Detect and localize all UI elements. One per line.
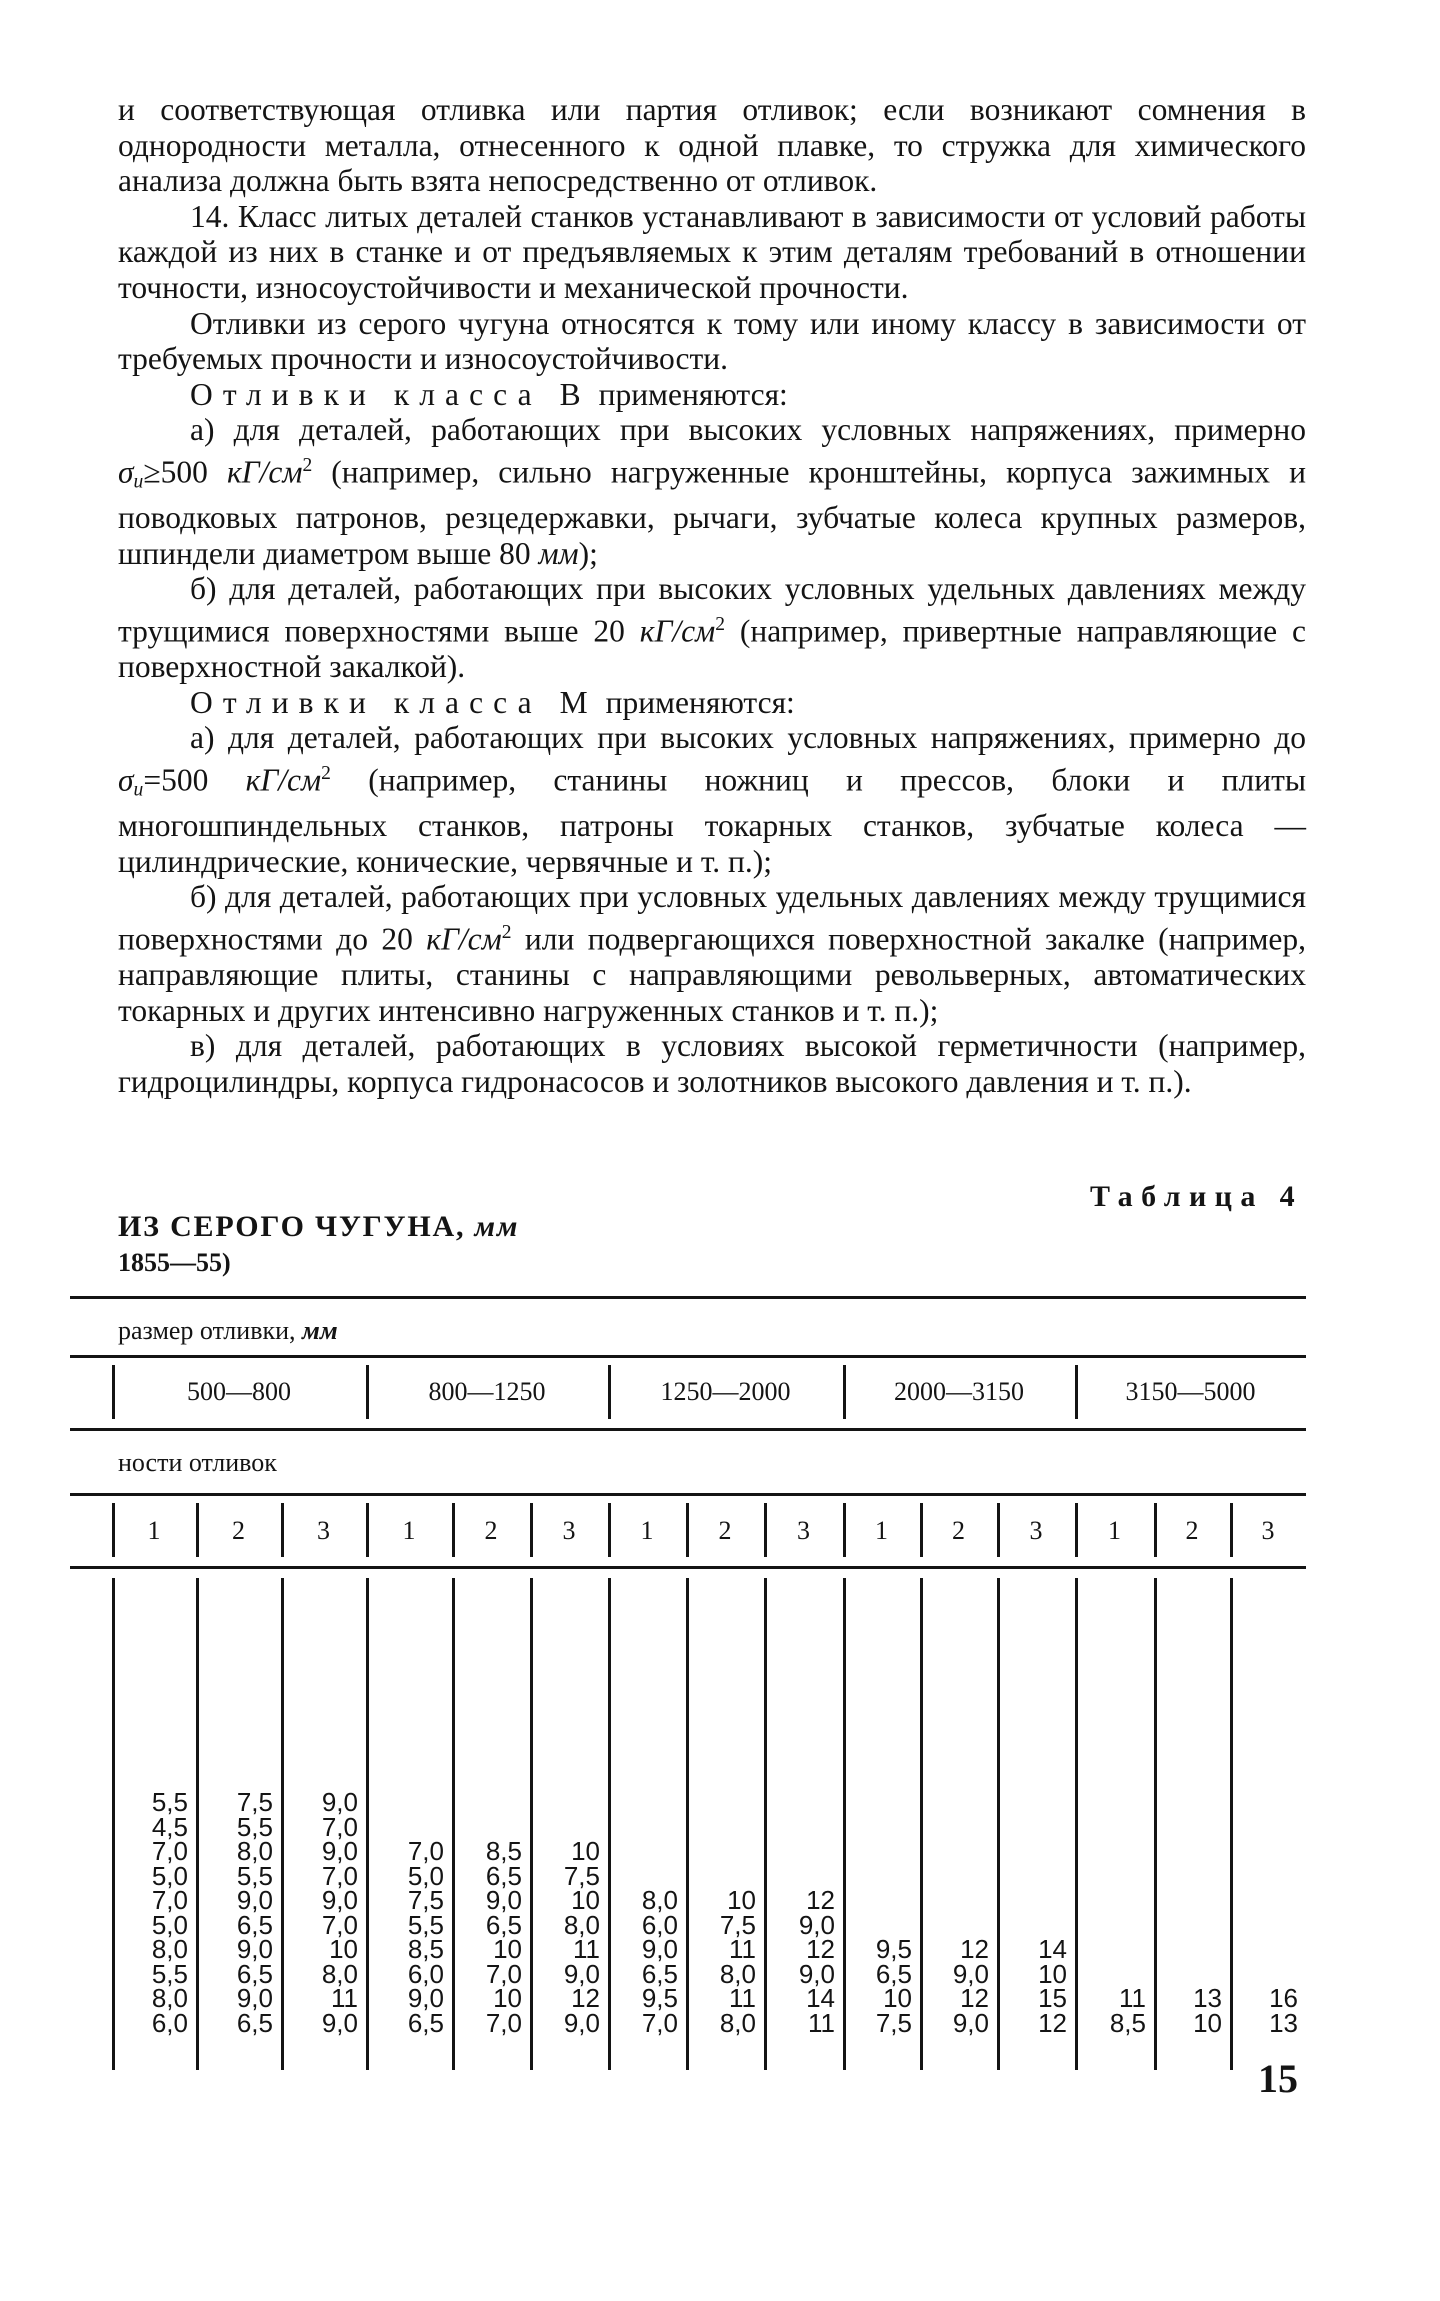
- column-divider: [1154, 1578, 1157, 2070]
- table-cell-value: 7,0: [321, 1811, 358, 1842]
- class-m-item-b: [118, 879, 1306, 1028]
- table-cell-value: 6,5: [875, 1958, 912, 1989]
- table-cell-value: 9,0: [798, 1958, 835, 1989]
- table-cell-value: 9,0: [321, 1836, 358, 1866]
- table-cell-value: 9,0: [407, 1983, 444, 2013]
- value-column: [1083, 1983, 1146, 2038]
- table-cell-value: 7,0: [485, 1958, 522, 1989]
- table-cell-value: 5,5: [236, 1860, 273, 1891]
- table-cell-value: 9,0: [563, 2007, 600, 2038]
- sigma-subscript: и: [133, 471, 144, 493]
- table-cell-value: 8,5: [485, 1836, 522, 1866]
- table-cell-value: 11: [331, 1983, 358, 2013]
- table-cell-value: 7,0: [641, 2007, 678, 2038]
- class-number-cell: 1: [147, 1516, 161, 1545]
- class-m-item-c: в) для деталей, работающих в условиях высокой герметичности (например, гидроцилиндры, корпуса гидронасосов и золотников высокого давления и т. п.).: [118, 1028, 1306, 1099]
- table-cell-value: 5,0: [407, 1860, 444, 1891]
- table-cell-value: 11: [729, 1934, 756, 1964]
- table-cell-value: 4,5: [151, 1811, 188, 1842]
- column-divider: [764, 1578, 767, 2070]
- class-b-item-b: [118, 571, 1306, 684]
- table-cell-value: 12: [806, 1885, 835, 1915]
- table-cell-value: 15: [1038, 1983, 1067, 2013]
- class-b-heading: [118, 377, 1306, 413]
- column-divider: [366, 1578, 369, 2070]
- text-run: б) для деталей, работающих при высоких условных удельных давлениях между трущимися поверхностями выше 20: [118, 571, 1306, 649]
- text-run: а) для деталей, работающих при высоких условных напряжениях, примерно: [190, 412, 1306, 448]
- column-divider: [1075, 1578, 1078, 2070]
- text-run: а) для деталей, работающих при высоких условных напряжениях, примерно до: [190, 720, 1306, 756]
- table-cell-value: 10: [1038, 1958, 1067, 1989]
- value-column: [694, 1885, 756, 2038]
- table-cell-value: 11: [573, 1934, 600, 1964]
- unit: кГ/см: [639, 613, 716, 649]
- class-number-cell: 3: [317, 1516, 330, 1545]
- text-run: ≥500: [143, 454, 227, 490]
- table-rule: [70, 1428, 1306, 1431]
- value-column: [1162, 1983, 1222, 2038]
- table-rule: [70, 1296, 1306, 1299]
- table-cell-value: 11: [1119, 1983, 1146, 2013]
- class-b-item-a: [118, 412, 1306, 571]
- sigma-symbol: σ: [118, 762, 134, 798]
- class-number-cell: 2: [718, 1516, 732, 1545]
- unit: кГ/см: [226, 454, 303, 490]
- table-cell-value: 7,0: [321, 1860, 358, 1891]
- table-cell-value: 9,5: [875, 1934, 912, 1964]
- column-divider: [997, 1578, 1000, 2070]
- table-cell-value: 9,5: [641, 1983, 678, 2013]
- table-cell-value: 6,5: [407, 2007, 444, 2038]
- table-cell-value: 6,0: [407, 1958, 444, 1989]
- class-number-cell: 1: [1108, 1516, 1121, 1545]
- table-cell-value: 7,5: [236, 1787, 273, 1817]
- table-cell-value: 6,5: [641, 1958, 678, 1989]
- table-cell-value: 9,0: [236, 1885, 273, 1915]
- column-divider: [281, 1578, 284, 2070]
- superscript: 2: [501, 921, 512, 943]
- table-cell-value: 7,0: [321, 1909, 358, 1940]
- table-cell-value: 5,5: [407, 1909, 444, 1940]
- table-cell-value: 10: [493, 1983, 522, 2013]
- body-text: [118, 92, 1306, 1100]
- table-cell-value: 9,0: [798, 1909, 835, 1940]
- table-cell-value: 5,0: [151, 1909, 188, 1940]
- text-run: );: [578, 535, 598, 571]
- table-cell-value: 6,5: [236, 1958, 273, 1989]
- column-divider: [920, 1578, 923, 2070]
- class-number-cell: 1: [875, 1516, 888, 1545]
- superscript: 2: [715, 613, 725, 635]
- table-cell-value: 9,0: [485, 1885, 522, 1915]
- table-cell-value: 10: [1193, 2007, 1222, 2038]
- table-cell-value: 5,5: [236, 1811, 273, 1842]
- text-run: или подвергающихся поверхностной закалке (например, направляющие плиты, станины с направляющими револьверных, автоматических токарных и других интенсивно нагруженных станков и т. п.);: [118, 921, 1307, 1028]
- table-cell-value: 10: [493, 1934, 522, 1964]
- column-divider: [1230, 1578, 1233, 2070]
- class-m-rest: применяются:: [597, 684, 795, 720]
- table-cell-value: 8,0: [719, 1958, 756, 1989]
- table-cell-value: 9,0: [236, 1934, 273, 1964]
- table-cell-value: 8,0: [641, 1885, 678, 1915]
- table-cell-value: 6,5: [485, 1909, 522, 1940]
- unit: кГ/см: [426, 921, 502, 957]
- table-cell-value: 12: [960, 1983, 989, 2013]
- table-cell-value: 8,0: [719, 2007, 756, 2038]
- table-cell-value: 5,0: [151, 1860, 188, 1891]
- value-column: [1238, 1983, 1298, 2038]
- table-cell-value: 13: [1269, 2007, 1298, 2038]
- table-cell-value: 7,0: [407, 1836, 444, 1866]
- size-range-cell: 3150—5000: [1125, 1377, 1256, 1406]
- class-label: ности отливок: [118, 1448, 277, 1477]
- value-column: [851, 1934, 912, 2038]
- class-number-cell: 2: [484, 1516, 498, 1545]
- table-cell-value: 10: [329, 1934, 358, 1964]
- table-cell-value: 6,0: [641, 1909, 678, 1940]
- value-column: [374, 1836, 444, 2038]
- sigma-symbol: σ: [118, 454, 134, 490]
- size-range-cell: 1250—2000: [660, 1377, 791, 1406]
- value-column: [616, 1885, 678, 2038]
- table-cell-value: 7,0: [151, 1836, 188, 1866]
- text-run: (например, станины ножниц и прессов, блоки и плиты многошпиндельных станков, патроны токарных станков, зубчатые колеса — цилиндрические, конические, червячные и т. п.);: [118, 762, 1307, 879]
- table-cell-value: 14: [806, 1983, 835, 2013]
- unit: кГ/см: [245, 762, 322, 798]
- table-cell-value: 7,0: [485, 2007, 522, 2038]
- text-run: (например, сильно нагруженные кронштейны, корпуса зажимных и поводковых патронов, резцедержавки, рычаги, зубчатые колеса крупных размеров, шпиндели диаметром выше 80: [118, 454, 1306, 571]
- table-cell-value: 8,0: [236, 1836, 273, 1866]
- table-cell-value: 6,5: [485, 1860, 522, 1891]
- table-cell-value: 6,0: [151, 2007, 188, 2038]
- table-cell-value: 10: [727, 1885, 756, 1915]
- table-cell-value: 9,0: [952, 2007, 989, 2038]
- table-rule: [70, 1566, 1306, 1569]
- page-number: 15: [1258, 2056, 1298, 2101]
- class-number-cell: 2: [232, 1516, 245, 1545]
- table-title: [118, 1210, 519, 1244]
- table-cell-value: 8,0: [151, 1983, 188, 2013]
- table-cell-value: 10: [883, 1983, 912, 2013]
- table-cell-value: 5,5: [151, 1787, 188, 1817]
- table-cell-value: 10: [571, 1836, 600, 1866]
- table-cell-value: 8,0: [321, 1958, 358, 1989]
- table-cell-value: 10: [571, 1885, 600, 1915]
- table-cell-value: 8,5: [407, 1934, 444, 1964]
- column-divider: [530, 1578, 533, 2070]
- size-range-cell: 800—1250: [428, 1377, 546, 1406]
- superscript: 2: [321, 762, 331, 784]
- text-run: =500: [143, 762, 246, 798]
- table-standard: 1855—55): [118, 1248, 231, 1277]
- class-m-spaced: Отливки класса М: [190, 684, 598, 720]
- table-cell-value: 6,5: [236, 1909, 273, 1940]
- size-range-cell: 500—800: [187, 1377, 291, 1406]
- table-cell-value: 6,5: [236, 2007, 273, 2038]
- value-column: [204, 1787, 273, 2038]
- para-continuation: и соответствующая отливка или партия отливок; если возникают сомнения в однородности металла, отнесенного к одной плавке, то стружка для химического анализа должна быть взята непосредственно от отливок.: [118, 92, 1306, 199]
- size-range-cell: 2000—3150: [894, 1377, 1024, 1406]
- superscript: 2: [302, 454, 313, 476]
- class-b-spaced: Отливки класса В: [190, 376, 591, 412]
- table-cell-value: 13: [1193, 1983, 1222, 2013]
- class-b-rest: применяются:: [590, 376, 788, 412]
- value-column: [289, 1787, 358, 2038]
- class-number-cell: 3: [1029, 1516, 1043, 1545]
- para-gray-iron: Отливки из серого чугуна относятся к тому или иному классу в зависимости от требуемых прочности и износоустойчивости.: [118, 305, 1306, 377]
- table-cell-value: 9,0: [641, 1934, 678, 1964]
- table-cell-value: 5,5: [151, 1958, 188, 1989]
- table-title-text: ИЗ СЕРОГО ЧУГУНА,: [118, 1210, 475, 1243]
- table-cell-value: 7,5: [719, 1909, 756, 1940]
- table-cell-value: 8,5: [1109, 2007, 1146, 2038]
- size-label-unit: мм: [302, 1316, 338, 1345]
- text-run: (например, привертные направляющие с поверхностной закалкой).: [118, 613, 1306, 685]
- value-column: [538, 1836, 600, 2038]
- class-number-cell: 1: [640, 1516, 654, 1545]
- table-cell-value: 12: [571, 1983, 600, 2013]
- class-number-cell: 1: [402, 1516, 416, 1545]
- value-column: [120, 1787, 188, 2038]
- table-cell-value: 7,5: [407, 1885, 444, 1915]
- table-cell-value: 8,0: [151, 1934, 188, 1964]
- sigma-subscript: и: [133, 779, 144, 801]
- table-cell-value: 7,5: [875, 2007, 912, 2038]
- column-divider: [452, 1578, 455, 2070]
- table-cell-value: 9,0: [563, 1958, 600, 1989]
- column-divider: [112, 1578, 115, 2070]
- column-divider: [843, 1578, 846, 2070]
- class-number-cell: 3: [797, 1516, 810, 1545]
- size-label-text: размер отливки,: [118, 1316, 303, 1345]
- table-rule: [70, 1493, 1306, 1496]
- table-cell-value: 7,5: [563, 1860, 600, 1891]
- table-cell-value: 12: [1038, 2007, 1067, 2038]
- value-column: [928, 1934, 989, 2038]
- table-cell-value: 9,0: [952, 1958, 989, 1989]
- text-run: б) для деталей, работающих при условных удельных давлениях между трущимися поверхностями до 20: [118, 879, 1306, 957]
- table-title-unit: мм: [474, 1210, 520, 1243]
- table-cell-value: 7,0: [151, 1885, 188, 1915]
- table-cell-value: 12: [806, 1934, 835, 1964]
- table-cell-value: 8,0: [563, 1909, 600, 1940]
- class-m-heading: [118, 685, 1306, 721]
- table-cell-value: 14: [1038, 1934, 1067, 1964]
- value-column: [772, 1885, 835, 2038]
- table-cell-value: 9,0: [236, 1983, 273, 2013]
- table-rule: [70, 1355, 1306, 1358]
- column-divider: [686, 1578, 689, 2070]
- unit: мм: [538, 535, 579, 571]
- para-14: 14. Класс литых деталей станков устанавливают в зависимости от условий работы каждой из них в станке и от предъявляемых к этим деталям требований в отношении точности, износоустойчивости и механической прочности.: [118, 198, 1306, 305]
- column-divider: [196, 1578, 199, 2070]
- table-caption: Таблица 4: [1090, 1180, 1304, 1213]
- table-cell-value: 16: [1269, 1983, 1298, 2013]
- class-number-cell: 3: [562, 1516, 576, 1545]
- class-number-cell: 3: [1261, 1516, 1275, 1545]
- value-column: [1005, 1934, 1067, 2038]
- class-number-cell: 2: [1185, 1516, 1199, 1545]
- table-cell-value: 9,0: [321, 2007, 358, 2038]
- value-column: [460, 1836, 522, 2038]
- table-cell-value: 12: [960, 1934, 989, 1964]
- table-cell-value: 11: [808, 2007, 835, 2038]
- class-number-cell: 2: [952, 1516, 965, 1545]
- size-label: [118, 1316, 338, 1346]
- column-divider: [608, 1578, 611, 2070]
- table-cell-value: 9,0: [321, 1787, 358, 1817]
- table-cell-value: 11: [729, 1983, 756, 2013]
- table-cell-value: 9,0: [321, 1885, 358, 1915]
- class-m-item-a: [118, 720, 1306, 879]
